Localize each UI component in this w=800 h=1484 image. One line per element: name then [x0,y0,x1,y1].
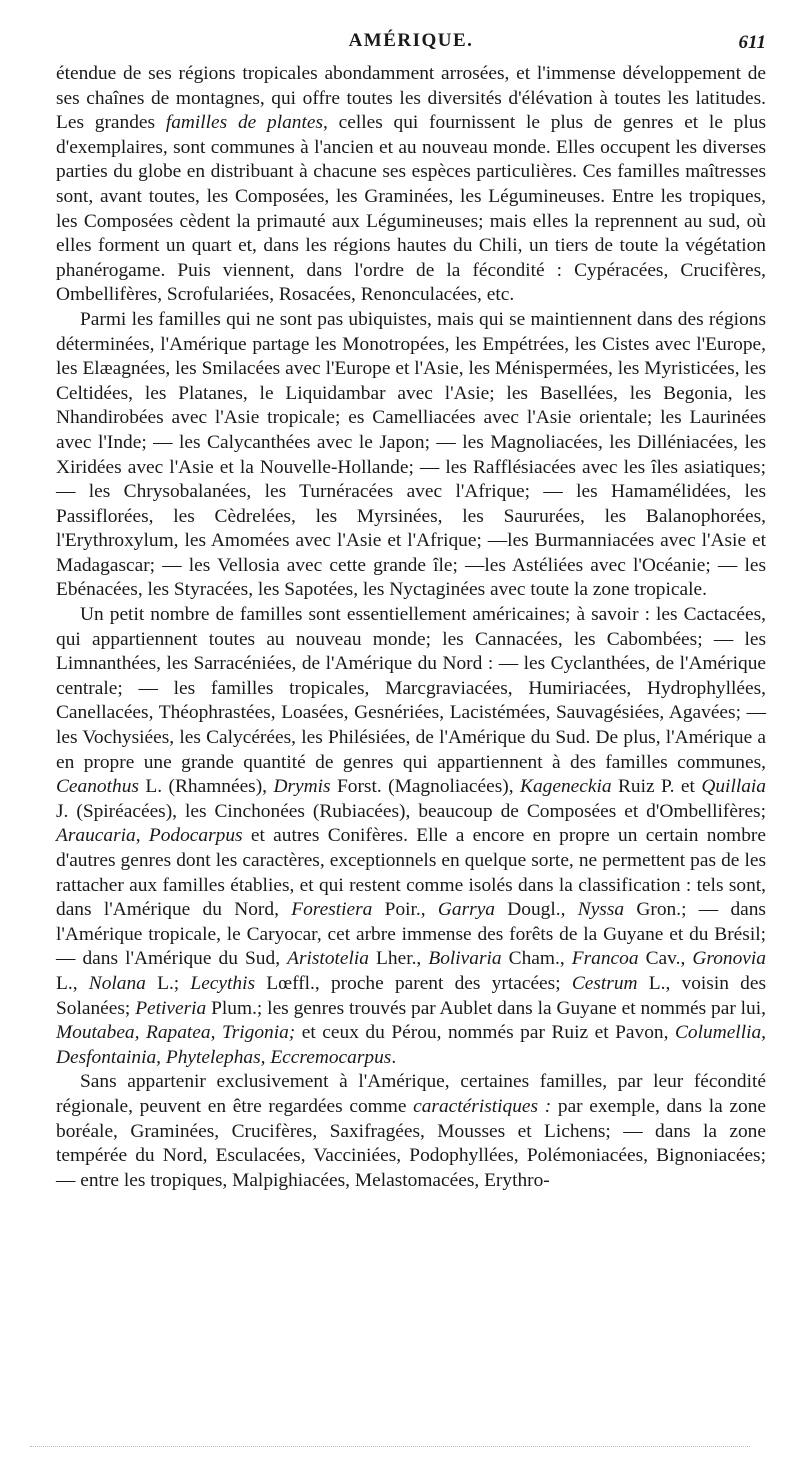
italic-text: familles de plantes [165,112,324,134]
text-run: J. (Spiréacées), les Cinchonées (Rubiacées), beaucoup de Composées et d'Ombellifères; [56,800,766,822]
text-run: et ceux du Pérou, nommés par Ruiz et Pavon, [295,1022,675,1044]
running-head [56,30,766,58]
text-run: L., voisin des Solanées; [56,972,766,1019]
italic-text: Ceanothus [56,776,139,798]
text-run: Ruiz P. et [611,776,702,798]
text-run: L.; [145,972,191,994]
text-run: et autres Conifères. Elle a encore en propre un certain nombre d'autres genres dont les caractères, exceptionnels en quelque sorte, ne permettent pas de les rattacher aux familles établies, et qui restent comme isolés dans la classification : tels sont, dans l'Amérique du Nord, [56,825,766,921]
italic-text: Francoa [571,948,639,970]
italic-text: Drymis [273,776,331,798]
text-run: Dougl., [495,899,578,921]
italic-text: Moutabea, Rapatea, Trigonia; [56,1022,296,1044]
text-run: Gron.; — dans l'Amérique tropicale, le Caryocar, cet arbre immense des forêts de la Guyane et du Brésil; — dans l'Amérique du Sud, [56,899,766,970]
italic-text: Columellia, Desfontainia, Phytelephas, Eccremocarpus [56,1022,767,1068]
text-run: Forst. (Magnoliacées), [330,776,521,798]
paragraph [56,603,766,1070]
text-run: , celles qui fournissent le plus de genres et le plus d'exemplaires, sont communes à l'ancien et au nouveau monde. Elles occupent les diverses parties du globe en distribuant à chacune ses espèces particulières. Ces familles maîtresses sont, avant toutes, les Composées, les Graminées, les Légumineuses. Entre les tropiques, les Composées cèdent la primauté aux Légumineuses; mais elles la reprennent au sud, où elles forment un quart et, dans les régions hautes du Chili, un tiers de toute la végétation phanérogame. Puis viennent, dans l'ordre de la fécondité : Cypéracées, Crucifères, Ombellifères, Scrofulariées, Rosacées, Renonculacées, etc. [56,112,766,306]
bottom-scan-artifact [30,1446,750,1447]
text-run: Cav., [638,948,693,970]
text-run: Sans appartenir exclusivement à l'Amérique, certaines familles, par leur fécondité régionale, peuvent en être regardées comme [56,1071,766,1117]
italic-text: Araucaria [56,825,136,847]
text-run: Poir., [372,899,438,921]
italic-text: Gronovia [692,948,766,970]
text-run: . [391,1046,397,1068]
italic-text: Lecythis [190,972,256,994]
text-run: Plum.; les genres trouvés par Aublet dans la Guyane et nommés par lui, [206,997,766,1019]
text-run: Lœffl., proche parent des yrtacées; [255,972,572,994]
text-run: par exemple, dans la zone boréale, Graminées, Crucifères, Saxifragées, Mousses et Lichens; — dans la zone tempérée du Nord, Esculacées, Vacciniées, Podophyllées, Polémoniacées, Bignoniacées; — entre les tropiques, Malpighiacées, Melastomacées, Erythro- [56,1095,766,1191]
italic-text: Aristotelia [287,948,369,970]
text-run: Cham., [501,948,572,970]
paragraph [56,62,766,308]
text-run: étendue de ses régions tropicales abondamment arrosées, et l'immense développement de ses chaînes de montagnes, qui offre toutes les diversités d'élévation à toutes les latitudes. Les grandes [56,63,766,134]
italic-text: Nolana [88,972,146,994]
body-text [56,62,766,1193]
text-run: L. (Rhamnées), [138,776,274,798]
paragraph [56,308,766,603]
running-title: AMÉRIQUE. [348,30,474,51]
italic-text: Kageneckia [520,776,612,798]
text-run: L., [56,972,89,994]
text-run: Lher., [368,948,429,970]
italic-text: Bolivaria [428,948,502,970]
italic-text: Forestiera [291,899,373,921]
italic-text: Podocarpus [148,825,243,847]
italic-text: Garrya [437,899,495,921]
italic-text: caractéristiques : [413,1095,552,1117]
paragraph [56,1070,766,1193]
italic-text: Quillaia [701,776,766,798]
italic-text: Cestrum [571,972,638,994]
text-run: , [135,825,149,847]
text-run: Un petit nombre de familles sont essentiellement américaines; à savoir : les Cactacées, qui appartiennent toutes au nouveau monde; les Cannacées, les Cabombées; — les Limnanthées, les Sarracéniées, de l'Amérique du Nord : — les Cyclanthées, de l'Amérique centrale; — les familles tropicales, Marcgraviacées, Humiriacées, Hydrophyllées, Canellacées, Théophrastées, Loasées, Gesnériées, Lacistémées, Sauvagésiées, Agavées; — les Vochysiées, les Calycérées, les Philésiées, de l'Amérique du Sud. De plus, l'Amérique a en propre une grande quantité de genres qui appartiennent à des familles communes, [56,604,766,773]
page-number: 611 [738,32,766,53]
text-run: Parmi les familles qui ne sont pas ubiquistes, mais qui se maintiennent dans des régions déterminées, l'Amérique partage les Monotropées, les Empétrées, les Cistes avec l'Europe, les Elæagnées, les Smilacées avec l'Europe et l'Asie, les Ménispermées, les Myristicées, les Celtidées, les Platanes, le Liquidambar avec l'Asie; les Basellées, les Begonia, les Nhandirobées avec l'Asie tropicale; es Camelliacées avec l'Asie orientale; les Laurinées avec l'Inde; — les Calycanthées avec le Japon; — les Magnoliacées, les Dilléniacées, les Xiridées avec l'Asie et la Nouvelle-Hollande; — les Rafflésiacées avec les îles asiatiques; — les Chrysobalanées, les Turnéracées avec l'Afrique; — les Hamamélidées, les Passiflorées, les Cèdrelées, les Myrsinées, les Saururées, les Balanophorées, l'Erythroxylum, les Amomées avec l'Asie et l'Afrique; —les Burmanniacées avec l'Asie et Madagascar; — les Vellosia avec cette grande île; —les Astéliées avec l'Océanie; — les Ebénacées, les Styracées, les Sapotées, les Nyctaginées avec toute la zone tropicale. [56,308,766,601]
italic-text: Nyssa [577,899,625,921]
italic-text: Petiveria [135,997,207,1019]
